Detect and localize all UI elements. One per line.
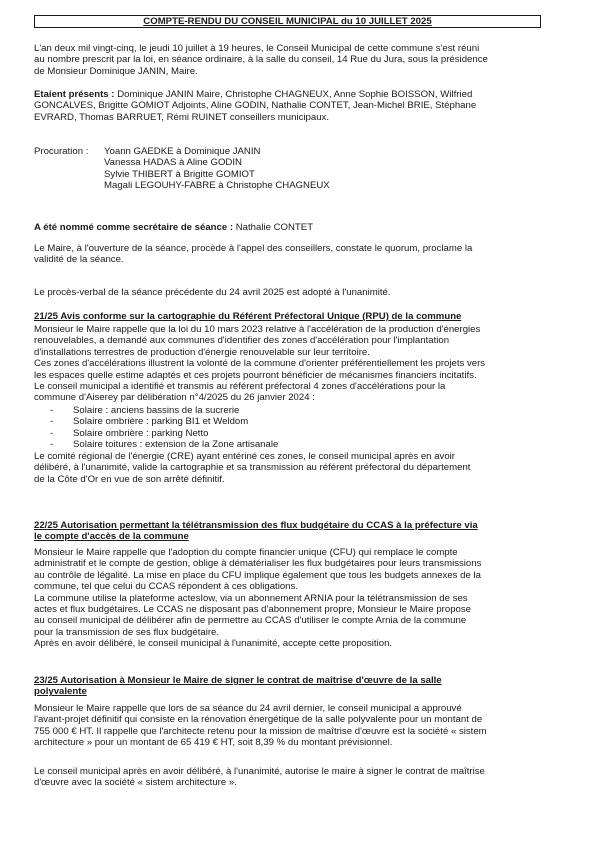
section-21-paragraph bbox=[34, 324, 539, 404]
proxy-item: Yoann GAEDKE à Dominique JANIN bbox=[104, 146, 261, 157]
list-item: - Solaire toitures : extension de la Zone artisanale bbox=[50, 439, 278, 450]
opening-line: validité de la séance. bbox=[34, 254, 124, 266]
section-22-paragraph bbox=[34, 547, 539, 650]
section-21-decision bbox=[34, 451, 539, 485]
paragraph-line: actes et flux budgétaires. Le CCAS ne disposant pas d'abonnement propre, Monsieur le Maire propose bbox=[34, 604, 472, 616]
paragraph-line: renouvelables, a demandé aux communes d'identifier des zones d'accélération pour l'implantation bbox=[34, 335, 450, 347]
minutes-approval: Le procès-verbal de la séance précédente du 24 avril 2025 est adopté à l'unanimité. bbox=[34, 287, 391, 298]
paragraph-line: d'œuvre avec la société « sistem architecture ». bbox=[34, 777, 237, 789]
opening-line: Le Maire, à l'ouverture de la séance, procède à l'appel des conseillers, constate le quorum, proclame la bbox=[34, 243, 473, 254]
paragraph-line: l'avant-projet définitif qui consiste en la rénovation énergétique de la salle polyvalente pour un montant de bbox=[34, 714, 483, 726]
paragraph-line: au contrôle de légalité. La mise en place du CFU implique également que tous les budgets annexes de la bbox=[34, 569, 481, 581]
proxy-item: Magali LEGOUHY-FABRE à Christophe CHAGNEUX bbox=[104, 180, 330, 192]
secretary-name: Nathalie CONTET bbox=[235, 222, 314, 233]
paragraph-line: Après en avoir délibéré, le conseil municipal à l'unanimité, accepte cette proposition. bbox=[34, 638, 393, 650]
paragraph-line: Monsieur le Maire rappelle que la loi du 10 mars 2023 relative à l'accélération de la production d'énergies bbox=[34, 324, 481, 335]
document-title: COMPTE-RENDU DU CONSEIL MUNICIPAL du 10 JUILLET 2025 bbox=[34, 15, 541, 28]
list-item: - Solaire ombrière : parking BI1 et Weldom bbox=[50, 416, 278, 427]
attendees-line: EVRARD, Thomas BARRUET, Rémi RUINET conseillers municipaux. bbox=[34, 111, 330, 123]
paragraph-line: Le comité régional de l'énergie (CRE) ayant entériné ces zones, le conseil municipal après en avoir bbox=[34, 451, 455, 462]
zones-list bbox=[50, 405, 278, 451]
intro-line: de Monsieur Dominique JANIN, Maire. bbox=[34, 65, 198, 77]
section-heading-23 bbox=[34, 675, 539, 698]
attendees-label: Etaient présents : bbox=[34, 89, 115, 100]
heading-line: 23/25 Autorisation à Monsieur le Maire de signer le contrat de maîtrise d'œuvre de la salle bbox=[34, 675, 442, 686]
intro-line: au nombre prescrit par la loi, en séance ordinaire, à la salle du conseil, 14 Rue du Jura, sous la présidence bbox=[34, 54, 488, 66]
intro-line: L'an deux mil vingt-cinq, le jeudi 10 juillet à 19 heures, le Conseil Municipal de cette commune s'est réuni bbox=[34, 43, 480, 54]
list-item: - Solaire ombrière : parking Netto bbox=[50, 428, 278, 439]
paragraph-line: Le conseil municipal après en avoir délibéré, à l'unanimité, autorise le maire à signer le contrat de maîtrise bbox=[34, 766, 485, 777]
paragraph-line: administratif et le compte de gestion, oblige à dématérialiser les flux budgétaires pour leurs transmissions bbox=[34, 558, 482, 570]
paragraph-line: pour la transmission de ses flux budgétaire. bbox=[34, 626, 220, 638]
proxy-item: Sylvie THIBERT à Brigitte GOMIOT bbox=[104, 168, 255, 180]
secretary-line bbox=[34, 222, 539, 233]
heading-line: 22/25 Autorisation permettant la télétransmission des flux budgétaire du CCAS à la préfecture via bbox=[34, 520, 478, 531]
paragraph-line: commune, tel que celui du CCAS répondent à ces obligations. bbox=[34, 581, 298, 593]
attendees-line: GONCALVES, Brigitte GOMIOT Adjoints, Aline GODIN, Nathalie CONTET, Jean-Michel BRIE, Stéphane bbox=[34, 100, 477, 112]
paragraph-line: Monsieur le Maire rappelle que l'adoption du compte financier unique (CFU) qui remplace le compte bbox=[34, 547, 458, 558]
paragraph-line: 755 000 € HT. Il rappelle que l'architecte retenu pour la mission de maîtrise d'œuvre est la société « sistem bbox=[34, 725, 487, 737]
opening-paragraph bbox=[34, 243, 539, 266]
heading-line: polyvalente bbox=[34, 686, 87, 698]
list-item: - Solaire : anciens bassins de la sucrerie bbox=[50, 405, 278, 416]
paragraph-line: Le conseil municipal a identifié et transmis au référent préfectoral 4 zones d'accélérations pour la bbox=[34, 381, 446, 393]
proxy-item: Vanessa HADAS à Aline GODIN bbox=[104, 157, 242, 169]
paragraph-line: délibéré, à l'unanimité, valide la cartographie et sa transmission au référent préfectoral du département bbox=[34, 462, 471, 474]
section-23-paragraph bbox=[34, 703, 539, 749]
attendees-line bbox=[34, 89, 539, 100]
intro-paragraph bbox=[34, 43, 539, 77]
secretary-label: A été nommé comme secrétaire de séance : bbox=[34, 222, 234, 233]
proxy-label: Procuration : bbox=[34, 146, 89, 157]
paragraph-line: commune d'Aiserey par délibération n°4/2025 du 26 janvier 2024 : bbox=[34, 392, 315, 404]
paragraph-line: les espaces quelle estime adaptés et ces projets pourront bénéficier de mécanismes financiers incitatifs. bbox=[34, 369, 477, 381]
attendees-paragraph bbox=[34, 89, 539, 123]
attendees-names: Dominique JANIN Maire, Christophe CHAGNEUX, Anne Sophie BOISSON, Wilfried bbox=[117, 89, 473, 100]
paragraph-line: de la Côte d'Or en vue de son arrêté définitif. bbox=[34, 473, 225, 485]
paragraph-line: Monsieur le Maire rappelle que lors de sa séance du 24 avril dernier, le conseil municipal a approuvé bbox=[34, 703, 462, 714]
proxy-list bbox=[104, 146, 330, 192]
paragraph-line: architecture » pour un montant de 65 419 € HT, soit 8,39 % du montant prévisionnel. bbox=[34, 737, 393, 749]
paragraph-line: au conseil municipal de délibérer afin de permettre au CCAS d'utiliser le compte Arnia de la commune bbox=[34, 615, 467, 627]
section-23-decision bbox=[34, 766, 539, 789]
section-heading-21: 21/25 Avis conforme sur la cartographie du Référent Préfectoral Unique (RPU) de la commune bbox=[34, 311, 462, 322]
section-heading-22 bbox=[34, 520, 539, 543]
paragraph-line: La commune utilise la plateforme actesIow, via un abonnement ARNIA pour la télétransmission de ses bbox=[34, 592, 468, 604]
paragraph-line: Ces zones d'accélérations illustrent la volonté de la commune d'orienter préférentiellement les projets vers bbox=[34, 358, 486, 370]
heading-line: le compte d'accès de la commune bbox=[34, 531, 189, 543]
paragraph-line: d'installations terrestres de production d'énergie renouvelable sur leur territoire. bbox=[34, 346, 370, 358]
